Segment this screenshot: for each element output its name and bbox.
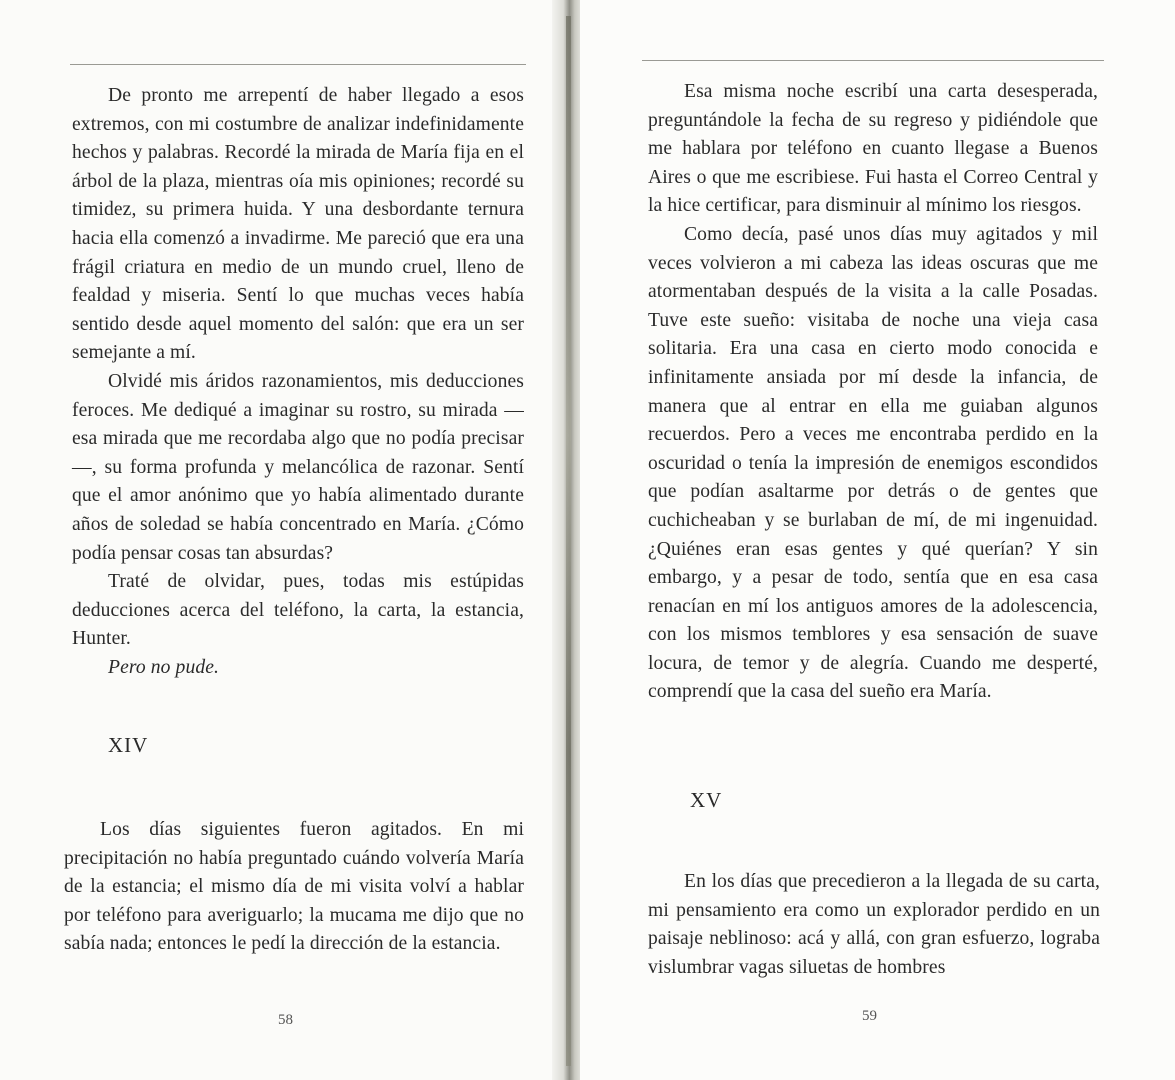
right-page <box>580 0 1175 1080</box>
paragraph: Olvidé mis áridos razonamientos, mis deducciones feroces. Me dediqué a imaginar su rostro, su mirada —esa mirada que me recordaba algo que no podía precisar—, su forma profunda y melancólica de razonar. Sentí que el amor anónimo que yo había alimentado durante años de soledad se había concentrado en María. ¿Cómo podía pensar cosas tan absurdas? <box>72 370 524 564</box>
page-number: 59 <box>862 1008 877 1024</box>
page-number: 58 <box>278 1012 293 1028</box>
header-rule <box>70 64 526 65</box>
right-page-body <box>648 78 1098 707</box>
chapter-body <box>64 816 524 959</box>
paragraph: De pronto me arrepentí de haber llegado a esos extremos, con mi costumbre de analizar indefinidamente hechos y palabras. Recordé la mirada de María fija en el árbol de la plaza, mientras oía mis opiniones; recordé su timidez, su primera huida. Y una desbordante ternura hacia ella comenzó a invadirme. Me pareció que era una frágil criatura en medio de un mundo cruel, lleno de fealdad y miseria. Sentí lo que muchas veces había sentido desde aquel momento del salón: que era un ser semejante a mí. <box>72 85 524 364</box>
left-page-body <box>72 82 524 682</box>
left-page <box>0 0 562 1080</box>
spine-shadow <box>566 16 571 1066</box>
paragraph: Los días siguientes fueron agitados. En mi precipitación no había preguntado cuándo volvería María de la estancia; el mismo día de mi visita volví a hablar por teléfono para averiguarlo; la mucama me dijo que no sabía nada; entonces le pedí la dirección de la estancia. <box>64 819 524 955</box>
paragraph: Esa misma noche escribí una carta desesperada, preguntándole la fecha de su regreso y pidiéndole que me hablara por teléfono en cuanto llegase a Buenos Aires o que me escribiese. Fui hasta el Correo Central y la hice certificar, para disminuir al mínimo los riesgos. <box>648 81 1098 217</box>
chapter-heading: XV <box>690 788 723 812</box>
paragraph: En los días que precedieron a la llegada de su carta, mi pensamiento era como un explorador perdido en un paisaje neblinoso: acá y allá, con gran esfuerzo, lograba vislumbrar vagas siluetas de hombres <box>648 871 1100 978</box>
paragraph: Traté de olvidar, pues, todas mis estúpidas deducciones acerca del teléfono, la carta, la estancia, Hunter. <box>72 571 524 650</box>
chapter-body <box>648 868 1100 982</box>
chapter-heading: XIV <box>108 733 149 757</box>
paragraph: Como decía, pasé unos días muy agitados y mil veces volvieron a mi cabeza las ideas oscuras que me atormentaban después de la visita a la calle Posadas. Tuve este sueño: visitaba de noche una vieja casa solitaria. Era una casa en cierto modo conocida e infinitamente ansiada por mí desde la infancia, de manera que al entrar en ella me guiaban algunos recuerdos. Pero a veces me encontraba perdido en la oscuridad o tenía la impresión de enemigos escondidos que podían asaltarme por detrás o de gentes que cuchicheaban y se burlaban de mí, de mi ingenuidad. ¿Quiénes eran esas gentes y qué querían? Y sin embargo, y a pesar de todo, sentía que en esa casa renacían en mí los antiguos amores de la adolescencia, con los mismos temblores y esa sensación de suave locura, de temor y de alegría. Cuando me desperté, comprendí que la casa del sueño era María. <box>648 223 1098 703</box>
header-rule <box>642 60 1104 61</box>
paragraph-italic: Pero no pude. <box>108 656 220 678</box>
